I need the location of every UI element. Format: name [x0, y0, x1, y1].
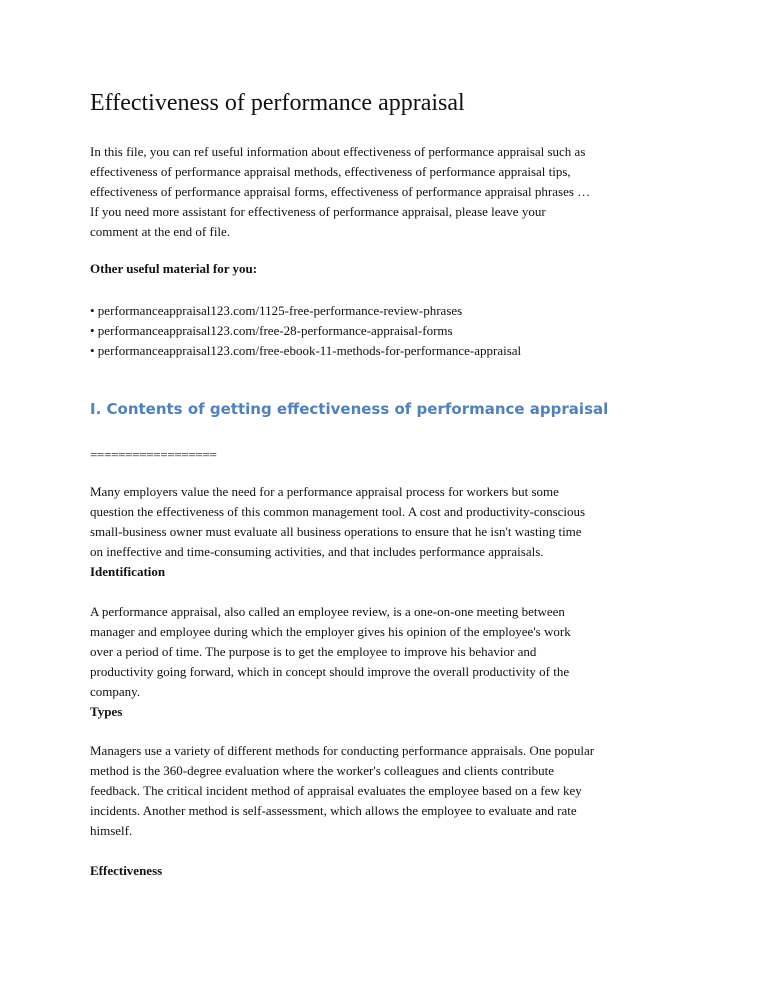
intro-line: effectiveness of performance appraisal forms, effectiveness of performance appraisal phrases … — [90, 184, 591, 199]
paragraph-line: productivity going forward, which in concept should improve the overall productivity of the — [90, 664, 570, 679]
effectiveness-heading — [90, 861, 690, 881]
types-heading: Types — [90, 704, 123, 719]
paragraph-intro-employers — [90, 482, 690, 582]
intro-line: comment at the end of file. — [90, 224, 231, 239]
document-title: Effectiveness of performance appraisal — [90, 90, 465, 116]
intro-line: In this file, you can ref useful information about effectiveness of performance appraisal such as — [90, 144, 586, 159]
paragraph-line: manager and employee during which the employer gives his opinion of the employee's work — [90, 624, 571, 639]
paragraph-line: company. — [90, 684, 141, 699]
paragraph-line: over a period of time. The purpose is to get the employee to improve his behavior and — [90, 644, 537, 659]
section-heading: I. Contents of getting effectiveness of performance appraisal — [90, 400, 609, 418]
link-item[interactable]: • performanceappraisal123.com/free-28-performance-appraisal-forms — [90, 323, 453, 338]
identification-heading: Identification — [90, 564, 166, 579]
paragraph-line: incidents. Another method is self-assessment, which allows the employee to evaluate and rate — [90, 803, 577, 818]
paragraph-line: on ineffective and time-consuming activities, and that includes performance appraisals. — [90, 544, 544, 559]
other-material-heading — [90, 259, 690, 279]
paragraph-line: Managers use a variety of different methods for conducting performance appraisals. One popular — [90, 743, 595, 758]
paragraph-identification — [90, 602, 690, 722]
other-material-heading-text: Other useful material for you: — [90, 261, 258, 276]
paragraph-line: A performance appraisal, also called an employee review, is a one-on-one meeting between — [90, 604, 565, 619]
paragraph-line: Many employers value the need for a performance appraisal process for workers but some — [90, 484, 559, 499]
paragraph-types — [90, 741, 690, 841]
paragraph-line: small-business owner must evaluate all business operations to ensure that he isn't wasting time — [90, 524, 582, 539]
link-item[interactable]: • performanceappraisal123.com/free-ebook-11-methods-for-performance-appraisal — [90, 343, 522, 358]
intro-line: effectiveness of performance appraisal methods, effectiveness of performance appraisal tips, — [90, 164, 571, 179]
paragraph-line: feedback. The critical incident method of appraisal evaluates the employee based on a few key — [90, 783, 582, 798]
paragraph-line: question the effectiveness of this common management tool. A cost and productivity-conscious — [90, 504, 586, 519]
paragraph-line: himself. — [90, 823, 133, 838]
divider-line: ================== — [90, 447, 217, 462]
intro-line: If you need more assistant for effectiveness of performance appraisal, please leave your — [90, 204, 546, 219]
effectiveness-heading-text: Effectiveness — [90, 863, 163, 878]
intro-paragraph — [90, 142, 690, 242]
link-item[interactable]: • performanceappraisal123.com/1125-free-performance-review-phrases — [90, 303, 463, 318]
paragraph-line: method is the 360-degree evaluation where the worker's colleagues and clients contribute — [90, 763, 555, 778]
links-list — [90, 301, 690, 361]
